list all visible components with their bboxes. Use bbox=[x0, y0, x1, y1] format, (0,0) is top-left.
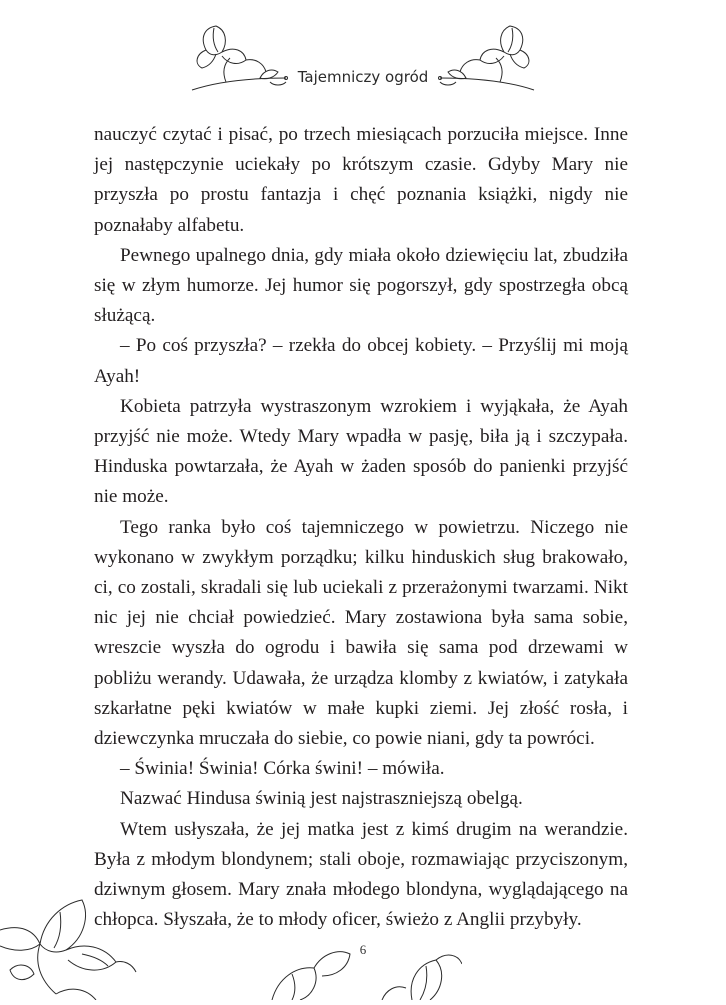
paragraph: Nazwać Hindusa świnią jest najstraszniejszą obelgą. bbox=[120, 788, 523, 810]
body-text bbox=[94, 120, 628, 935]
magnolia-flowers-icon bbox=[262, 918, 462, 1005]
magnolia-branch-icon bbox=[430, 20, 540, 100]
page-number: 6 bbox=[359, 942, 367, 957]
book-title: Tajemniczy ogród bbox=[297, 68, 429, 86]
paragraph: Pewnego upalnego dnia, gdy miała około dziewięciu lat, zbudziła się w złym humorze. Jej humor się pogorszył, gdy spostrzegła obcą służącą. bbox=[94, 244, 628, 327]
paragraph: Wtem usłyszała, że jej matka jest z kimś drugim na werandzie. Była z młodym blondynem; stali oboje, rozmawiając przyciszonym, dziwnym głosem. Mary znała młodego blondyna, wyglądającego na chłopca. Słyszała, że to młody oficer, świeżo z Anglii przybyły. bbox=[94, 818, 628, 931]
dialogue-paragraph: – Świnia! Świnia! Córka świni! – mówiła. bbox=[120, 758, 445, 780]
dialogue-paragraph: – Po coś przyszła? – rzekła do obcej kobiety. – Przyślij mi moją Ayah! bbox=[94, 335, 628, 387]
paragraph: Tego ranka było coś tajemniczego w powietrzu. Niczego nie wykonano w zwykłym porządku; kilku hinduskich sług brakowało, ci, co zostali, skradali się lub uciekali z przerażonymi twarzami. Nikt nic jej nie chciał powiedzieć. Mary zostawiona była sama sobie, wreszcie wyszła do ogrodu i bawiła się sama pod drzewami w pobliżu werandy. Udawała, że urządza klomby z kwiatów, i zatykała szkarłatne pęki kwiatów w małe kupki ziemi. Jej złość rosła, i dziewczynka mruczała do siebie, co powie niani, gdy ta powróci. bbox=[94, 516, 628, 750]
running-header bbox=[0, 18, 726, 108]
paragraph: Kobieta patrzyła wystraszonym wzrokiem i wyjąkała, że Ayah przyjść nie może. Wtedy Mary wpadła w pasję, biła ją i szczypała. Hinduska powtarzała, że Ayah w żaden sposób do panienki przyjść nie może. bbox=[94, 395, 628, 508]
magnolia-branch-icon bbox=[186, 20, 296, 100]
paragraph: nauczyć czytać i pisać, po trzech miesiącach porzuciła miejsce. Inne jej następczynie uciekały po krótszym czasie. Gdyby Mary nie przyszła po prostu fantazja i chęć poznania książki, nigdy nie poznałaby alfabetu. bbox=[94, 124, 628, 236]
